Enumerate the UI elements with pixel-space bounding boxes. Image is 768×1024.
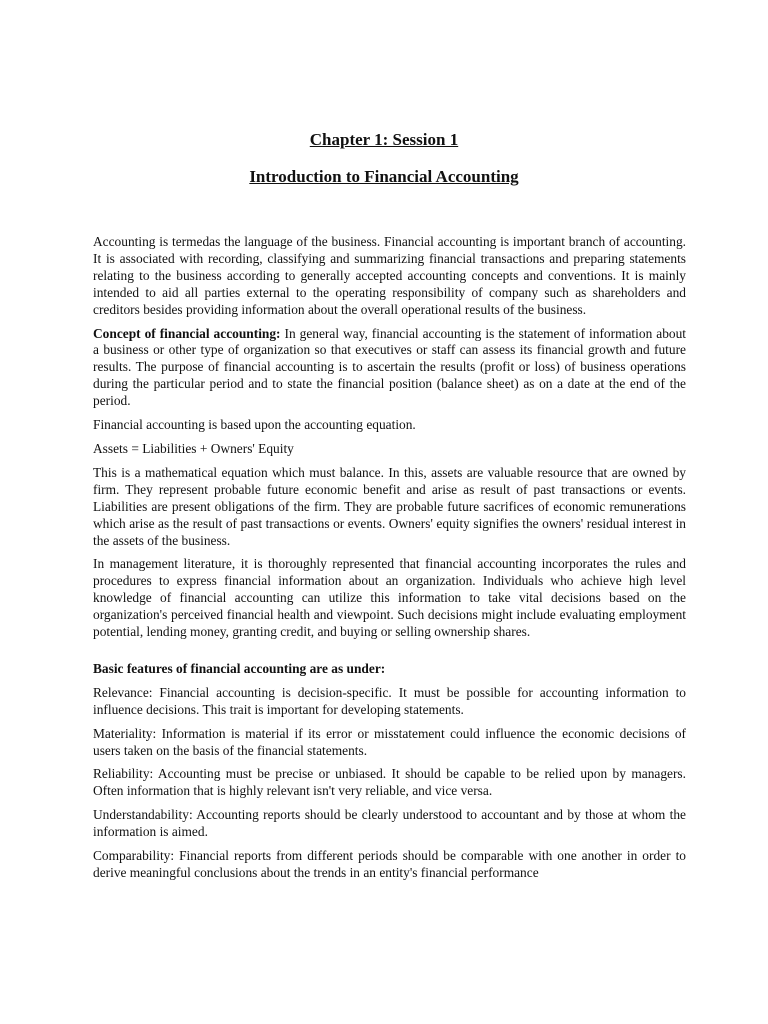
- features-heading: Basic features of financial accounting are as under:: [93, 660, 386, 676]
- feature-materiality: Materiality: Information is material if its error or misstatement could influence the economic decisions of users taken on the basis of the financial statements.: [93, 725, 686, 758]
- accounting-equation: Assets = Liabilities + Owners' Equity: [93, 440, 294, 456]
- document-body: [93, 234, 686, 889]
- concept-label: Concept of financial accounting:: [93, 325, 281, 341]
- feature-reliability: Reliability: Accounting must be precise or unbiased. It should be capable to be relied upon by managers. Often information that is highly relevant isn't very reliable, and vice versa.: [93, 766, 686, 799]
- equation-intro: Financial accounting is based upon the accounting equation.: [93, 417, 416, 433]
- document-title: Introduction to Financial Accounting: [249, 167, 519, 186]
- intro-paragraph: Accounting is termedas the language of the business. Financial accounting is important branch of accounting. It is associated with recording, classifying and summarizing financial transactions and preparing statements relating to the business according to generally accepted accounting concepts and conventions. It is mainly intended to aid all parties external to the operating responsibility of company such as shareholders and creditors besides providing information about the overall operational results of the business.: [93, 234, 686, 317]
- equation-explanation: This is a mathematical equation which must balance. In this, assets are valuable resource that are owned by firm. They represent probable future economic benefit and arise as result of past transactions or events. Liabilities are present obligations of the firm. They are probable future sacrifices of economic remunerations which arise as the result of past transactions or events. Owners' equity signifies the owners' residual interest in the assets of the business.: [93, 464, 686, 548]
- management-paragraph: In management literature, it is thoroughly represented that financial accounting incorporates the rules and procedures to express financial information about an organization. Individuals who achieve high level knowledge of financial accounting can utilize this information to take vital decisions based on the organization's perceived financial health and viewpoint. Such decisions might include evaluating employment potential, lending money, granting credit, and buying or selling ownership shares.: [93, 556, 686, 640]
- feature-comparability: Comparability: Financial reports from different periods should be comparable with one another in order to derive meaningful conclusions about the trends in an entity's financial performance: [93, 848, 686, 880]
- feature-understandability: Understandability: Accounting reports should be clearly understood to accountant and by those at whom the information is aimed.: [93, 807, 686, 840]
- chapter-title: Chapter 1: Session 1: [309, 130, 459, 149]
- feature-relevance: Relevance: Financial accounting is decision-specific. It must be possible for accounting information to influence decisions. This trait is important for developing statements.: [93, 684, 686, 717]
- concept-paragraph: [93, 326, 686, 411]
- concept-text: In general way, financial accounting is the statement of information about a business or other type of organization so that executives or staff can assess its financial growth and future results. The purpose of financial accounting is to ascertain the results (profit or loss) of business operations during the particular period and to state the financial position (balance sheet) as on a date at the end of the period.: [93, 325, 686, 409]
